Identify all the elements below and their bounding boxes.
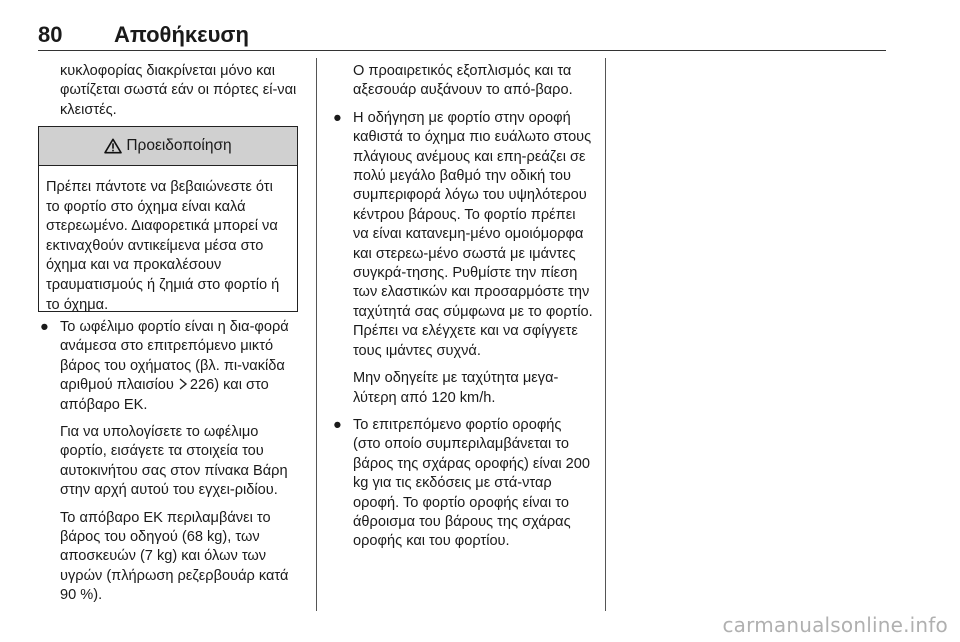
bullet-payload-kerb: Το απόβαρο ΕΚ περιλαμβάνει το βάρος του οδηγού (68 kg), των αποσκευών (7 kg) και όλων των υγρών (πλήρωση ρεζερβουάρ κατά 90 %). <box>60 509 289 604</box>
middle-intro-text: Ο προαιρετικός εξοπλισμός και τα αξεσουάρ αυξάνουν το από-βαρο. <box>353 63 573 99</box>
warning-triangle-icon <box>104 138 122 154</box>
bullet-dot: ● <box>333 416 342 433</box>
column-divider-right <box>605 58 606 611</box>
watermark-text: carmanualsonline.info <box>722 613 948 637</box>
left-column <box>38 62 300 120</box>
bullet-roof-driving-text: Η οδήγηση με φορτίο στην οροφή καθιστά το όχημα πιο ευάλωτο στους πλάγιους ανέμους και επη-ρεάζει σε πολύ μεγάλο βαθμό την οδική του συμπεριφορά λόγω του υψηλότερου κέντρου βάρους. Το φορτίο πρέπει να είναι κατανεμη-μένο ομοιόμορφα και στερεω-μένο σωστά με ιμάντες συγκρά-τησης. Ρυθμίστε την πίεση των ελαστικών και προσαρμόστε την ταχύτητά σας σύμφωνα με το φορτίο. Πρέπει να ελέγχετε και να σφίγγετε τους ιμάντες συχνά. <box>353 109 593 359</box>
warning-title: Προειδοποίηση <box>126 137 232 154</box>
bullet-dot: ● <box>333 109 342 126</box>
column-divider-left <box>316 58 317 611</box>
warning-body: Πρέπει πάντοτε να βεβαιώνεστε ότι το φορτίο στο όχημα είναι καλά στερεωμένο. Διαφορετικά μπορεί να εκτιναχθούν αντικείμενα μέσα στο όχημα και να προκαλέσουν τραυματισμούς ή ζημιά στο φορτίο ή το όχημα. <box>46 179 280 313</box>
left-intro-text: κυκλοφορίας διακρίνεται μόνο και φωτίζεται σωστά εάν οι πόρτες εί-ναι κλειστές. <box>60 63 297 118</box>
page-number: 80 <box>38 22 63 47</box>
bullet-roof-load-text: Το επιτρεπόμενο φορτίο οροφής (στο οποίο συμπεριλαμβάνεται το βάρος της σχάρας οροφής) είναι 200 kg για τις εκδόσεις με στά-νταρ οροφή. Το φορτίο οροφής είναι το άθροισμα του βάρους της σχάρας οροφής και του φορτίου. <box>353 416 591 550</box>
warning-box <box>38 126 298 312</box>
left-bullet-block <box>38 318 300 606</box>
page-reference-icon <box>178 378 188 390</box>
bullet-payload-text: Το ωφέλιμο φορτίο είναι η δια-φορά ανάμεσα στο επιτρεπόμενο μικτό βάρος του οχήματος (βλ. πι-νακίδα αριθμού πλαισίου 226) και στο απόβαρο ΕΚ. <box>60 319 289 413</box>
page-reference-link[interactable]: 226 <box>189 377 215 394</box>
bullet-dot: ● <box>40 319 49 335</box>
warning-header <box>39 127 297 166</box>
page-header <box>38 22 886 52</box>
bullet-payload-calc: Για να υπολογίσετε το ωφέλιμο φορτίο, εισάγετε τα στοιχεία του αυτοκινήτου σας στον πίνακα Βάρη στην αρχή αυτού του εγχει-ριδίου. <box>60 424 288 499</box>
bullet-item-payload <box>38 318 300 606</box>
running-title: Αποθήκευση <box>114 22 249 47</box>
bullet-item-roof-driving <box>331 109 593 408</box>
bullet-speed-limit-text: Μην οδηγείτε με ταχύτητα μεγα-λύτερη από 120 km/h. <box>353 370 559 406</box>
header-rule <box>38 50 886 51</box>
bullet-item-roof-load <box>331 416 593 552</box>
middle-column <box>331 62 593 552</box>
